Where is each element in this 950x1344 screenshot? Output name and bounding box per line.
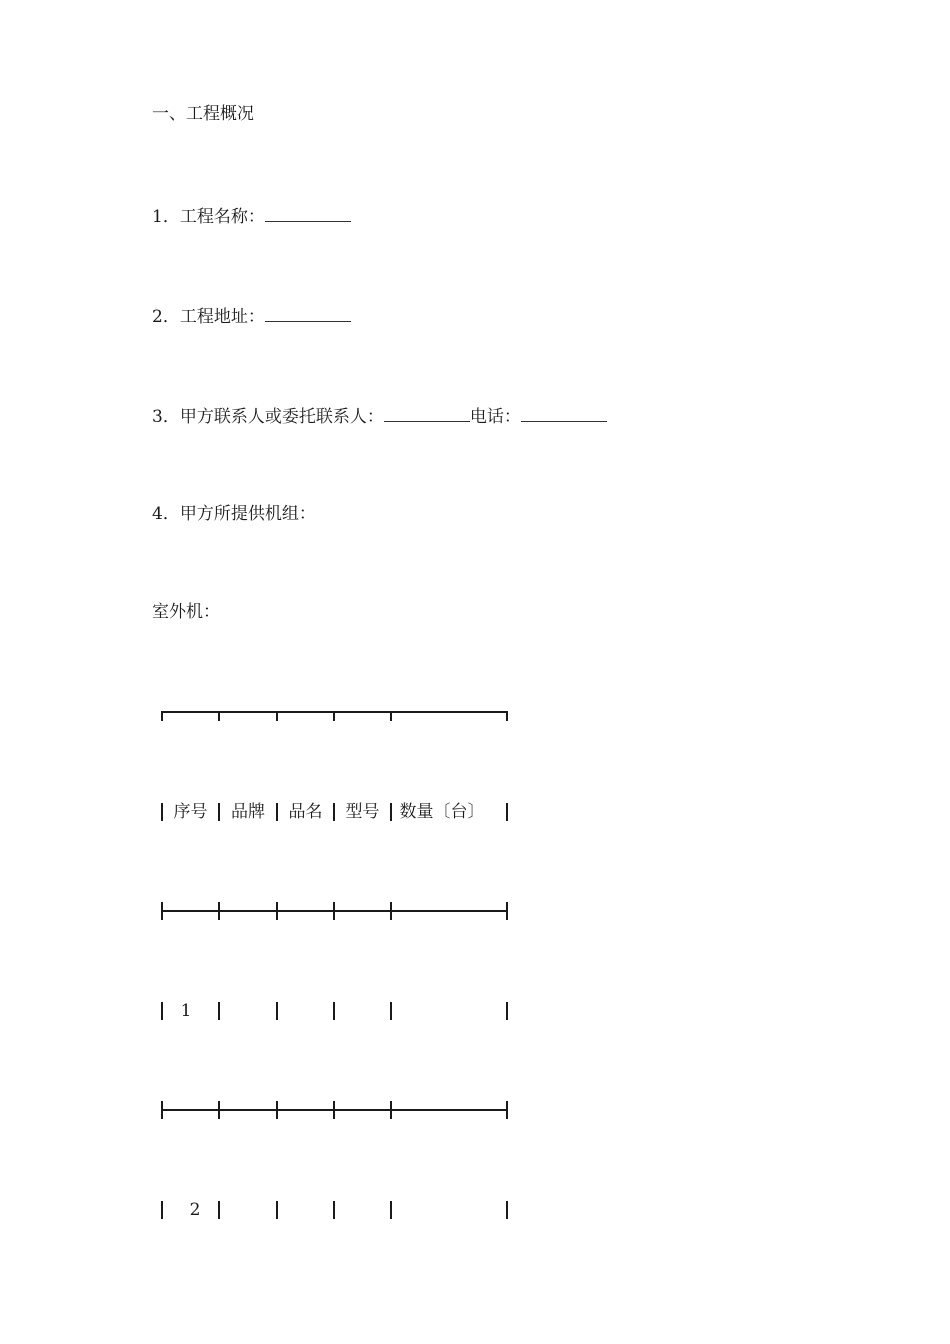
table-row [0,1199,950,1221]
rule-tick [161,711,163,721]
cell-divider [276,1002,278,1020]
project-name-blank[interactable] [265,203,351,222]
phone-label: 电话： [469,407,521,427]
header-quantity: 数量〔台〕 [399,802,485,822]
cell-divider [506,803,508,821]
rule-tick [276,711,278,721]
cell-divider [161,902,163,920]
cell-divider [333,902,335,920]
cell-divider [506,902,508,920]
row-index: 1 [180,1001,192,1021]
section-title: 一、工程概况 [152,104,254,124]
phone-blank[interactable] [521,403,607,422]
header-model: 型号 [345,802,380,822]
cell-divider [333,1101,335,1119]
contact-label: 3．甲方联系人或委托联系人： [152,407,384,427]
rule-tick [390,711,392,721]
contact-line [152,403,607,428]
table-separator [0,900,950,922]
cell-divider [390,902,392,920]
outdoor-unit-label: 室外机： [152,602,220,622]
header-index: 序号 [173,802,208,822]
project-name-label: 1．工程名称： [152,207,265,227]
header-brand: 品牌 [231,802,265,822]
table-row [0,1000,950,1022]
cell-divider [276,1201,278,1219]
cell-divider [333,1002,335,1020]
cell-divider [218,1002,220,1020]
cell-divider [390,1002,392,1020]
cell-divider [218,902,220,920]
table-header-row [0,801,950,823]
project-address-label: 2．工程地址： [152,307,265,327]
project-name-line [152,203,351,228]
table-separator [0,1099,950,1121]
project-address-line [152,303,351,328]
header-product-name: 品名 [288,802,323,822]
rule-tick [333,711,335,721]
cell-divider [506,1201,508,1219]
cell-divider [390,1201,392,1219]
cell-divider [333,1201,335,1219]
row-index: 2 [189,1200,201,1220]
cell-divider [506,1002,508,1020]
units-provided-label: 4．甲方所提供机组： [152,504,316,524]
table-top-border [0,701,950,723]
cell-divider [218,1101,220,1119]
cell-divider [390,1101,392,1119]
cell-divider [218,1201,220,1219]
cell-divider [276,1101,278,1119]
rule-tick [506,711,508,721]
project-address-blank[interactable] [265,303,351,322]
rule-tick [218,711,220,721]
contact-blank[interactable] [384,403,470,422]
cell-divider [506,1101,508,1119]
cell-divider [161,1101,163,1119]
cell-divider [276,902,278,920]
